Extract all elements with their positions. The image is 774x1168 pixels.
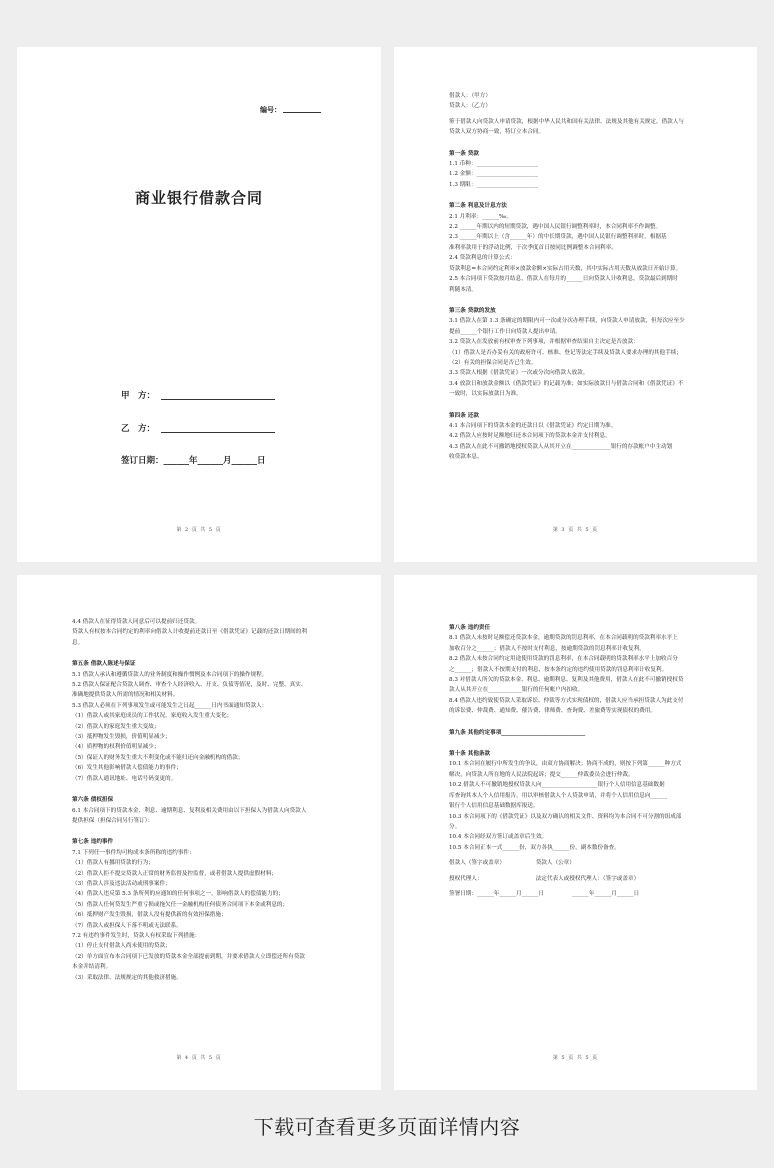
text-line: 分。 (449, 823, 461, 830)
text-line: （5）保证人的财务发生重大不利变化或不能归还向金融机构的借款； (72, 754, 244, 761)
text-line: （2）有关的担保合同是否已生效。 (449, 359, 537, 366)
text-line: 10.5 本合同正本一式______份，双方各执______份，副本数份备查。 (449, 844, 620, 851)
text-line: 贷款人双方协商一致，特订立本合同。 (449, 129, 545, 136)
text-line: （3）借款人涉及违法活动或刑事案件； (72, 880, 171, 887)
text-line: 10.2 借款人不可撤销地授权贷款人向____________________银行个人信用信息基础数据 (449, 782, 665, 789)
text-line: （7）借款人或担保人下落不明或无法联系。 (72, 922, 182, 929)
section-heading: 第七条 违约事件 (72, 839, 114, 846)
text-line: 2.4 贷款利息的计算公式： (449, 255, 516, 262)
text-line: （5）借款人任何贷发生严重亏损或拖欠任一金融机构任何债务合同项下本金或利息的； (72, 901, 289, 908)
paragraph-gap (72, 826, 355, 831)
text-line: （6）抵押财产发生毁损，借款人没有提供新的有效担保措施； (72, 912, 227, 919)
text-line: 签署日期：______年______月______日 ______年______月______日 (449, 890, 640, 897)
text-line: 8.4 借款人违约致使贷款人采取诉讼、仲裁等方式实现债权的，借款人应当承担贷款人为此支付 (449, 697, 684, 704)
paragraph-gap (72, 648, 355, 653)
text-line: 5.2 借款人保证配合贷款人调查、审查个人经济收入、开支、负债等情况，及时、完整、真实、 (72, 682, 307, 689)
text-line: 本金并结清利。 (72, 964, 112, 971)
paragraph-gap (449, 738, 731, 743)
contract-number (260, 105, 321, 115)
text-line: 1.1 币种：______________________ (449, 161, 538, 168)
text-line: 5.1 借款人承认和遵循贷款人的业务制度和操作惯例及本合同项下的操作规程。 (72, 671, 268, 678)
paragraph-gap (72, 784, 355, 789)
party-b-row (121, 422, 275, 434)
text-line: 库查询其本人个人信用报告，用以审核借款人个人贷款申请，并将个人信用信息向______ (449, 792, 668, 799)
contract-title: 商业银行借款合同 (134, 189, 263, 207)
text-line: （4）借款人违反第 5.3 条所列的应通知的任何事项之一，影响借款人的偿债能力的； (72, 891, 284, 898)
text-line: 2.5 本合同项下贷款按月结息，借款人在每月的______日向贷款人计收利息，贷款最后到期时 (449, 276, 678, 283)
text-line: 4.4 借款人在征得贷款人同意后可以提前归还贷款。 (72, 619, 201, 625)
text-line: 3.1 借款人在第 1.3 条确定的期限内可一次或分次办理手续，向贷款人申请放款，但每次应至少 (449, 318, 685, 325)
text-line: 3.2 贷款人在发放前有权审查下列事项，并根据审查结果自主决定是否放款： (449, 339, 639, 346)
text-line: 2.1 月利率：______‰。 (449, 213, 512, 220)
paragraph-gap (449, 138, 731, 143)
text-line: （2）借款人拒不提交贷款人正常的财务监督及控监督，或者借款人提供虚假材料； (72, 870, 277, 877)
text-line: 5.3 借款人必须在下列事项发生或可能发生之日起______日内书面通知贷款人： (72, 702, 268, 709)
contract-number-blank (283, 112, 321, 113)
text-line: 准利率款用于的浮动比例，于次季度首日按同比例调整本合同利率。 (449, 244, 617, 251)
page-number: 第 5 页 共 5 页 (552, 1055, 599, 1061)
text-line: （3）采取法律、法规规定的其他救济措施。 (72, 974, 182, 981)
text-line: 8.2 借款人未按合同约定用途使用贷款的罚息利率，在本合同载明的贷款利率水平上加收百分 (449, 656, 678, 663)
section-heading: 第九条 其他约定事项______________________________ (449, 729, 586, 736)
paragraph-gap (449, 190, 731, 195)
text-line: 10.4 本合同经双方签订或盖章后生效。 (449, 834, 548, 841)
text-line: 准确地提供贷款人所需的情况和相关材料。 (72, 692, 179, 699)
text-line: （2）借款人的家庭发生重大变故； (72, 723, 160, 730)
section-heading: 第二条 利息及计息方法 (449, 203, 507, 210)
text-line: 借款人：（甲方） (449, 93, 491, 99)
text-line: 6.1 本合同项下的贷款本金、利息、逾期利息、复利及相关费用由以下担保人为借款人向贷款人 (72, 807, 307, 814)
text-line: 提前______个银行工作日向贷款人提出申请。 (449, 328, 561, 335)
text-line: 收贷款本息。 (449, 454, 483, 461)
contract-number-label: 编号： (260, 106, 281, 114)
text-line: 借款人（签字或盖章） 贷款人（公章） (449, 860, 575, 867)
contract-cover-page (17, 47, 381, 562)
text-line: 贷款人：（乙方） (449, 103, 491, 110)
text-line: 4.1 本合同项下的贷款本金的还款日以《借款凭证》约定日期为准。 (449, 422, 617, 429)
section-heading: 第八条 违约责任 (449, 625, 491, 631)
text-line: （6）发生其他影响借款人偿债能力的事件； (72, 765, 182, 772)
text-line: 1.2 金额：______________________ (449, 171, 538, 178)
text-line: 8.3 对借款人所欠的贷款本金、利息、逾期利息、复利及其他费用，借款人在此不可撤销授权贷 (449, 677, 684, 684)
sign-date-row: 签订日期：______年______月______日 (121, 456, 266, 466)
contract-page-5 (394, 575, 757, 1090)
page-number: 第 4 页 共 5 页 (176, 1055, 222, 1061)
text-line: 款人从其开立在____________银行的任何帐户内扣收。 (449, 687, 584, 694)
text-line: 2.2 ______年期以内的短期贷款，遇中国人民银行调整利率时，本合同利率不作调整。 (449, 224, 662, 231)
text-line: 7.2 有违约事件发生时，贷款人有权采取下列措施： (72, 932, 201, 939)
party-a-label: 甲 方： (121, 391, 156, 401)
text-line: （1）借款人是否办妥有关的政府许可、核准、登记等法定手续及贷款人要求办理的其他手续； (449, 349, 682, 356)
section-heading: 第五条 借款人陈述与保证 (72, 661, 136, 668)
text-line: 息。 (72, 639, 84, 646)
text-line: 3.4 放款日和放款金额以《借款凭证》的记载为准；如实际放款日与借款合同和《借款凭证》不 (449, 380, 684, 387)
text-line: 4.2 借款人应按时足额地归还本合同项下的贷款本金并支付利息。 (449, 433, 611, 440)
page-body (449, 91, 731, 463)
text-line: 4.3 借款人在此不可撤销地授权贷款人从其开立在______________银行的存款帐户中主动划 (449, 443, 673, 450)
text-line: （2）单方面宣布本合同项下已发放的贷款本金全部提前到期，并要求借款人立即偿还所有贷款 (72, 953, 305, 960)
text-line: 鉴于借款人向贷款人申请贷款，根据中华人民共和国有关法律、法规及其他有关规定，借款人与 (449, 118, 684, 125)
text-line: 提供担保（担保合同另行签订）： (72, 817, 154, 824)
party-b-blank (161, 432, 275, 433)
text-line: 利随本清。 (449, 286, 477, 293)
text-line: 10.1 本合同在履行中所发生的争议，由双方协商解决；协商不成的，则按下列第______种方式 (449, 761, 682, 768)
section-heading: 第十条 其他条款 (449, 751, 491, 758)
section-heading: 第四条 还款 (449, 412, 479, 419)
section-heading: 第六条 债权担保 (72, 797, 114, 804)
party-b-label: 乙 方： (121, 424, 156, 434)
text-line: （1）借款人或其家庭成员的工作状况、家庭收入发生重大变化； (72, 713, 233, 720)
page-body (449, 617, 731, 899)
text-line: 解决，向贷款人所在地的人民法院起诉；提交______仲裁委员会进行仲裁。 (449, 771, 634, 778)
party-a-blank (161, 399, 275, 400)
text-line: 2.3 ______年期以上（含______年）的中长期贷款，遇中国人民银行调整利率时，根据基 (449, 234, 667, 241)
text-line: 贷款人有权按本合同约定的利率向借款人计收提前还款日至《借款凭证》记载的还款日期间的利 (72, 629, 307, 636)
text-line: 一致时，以实际放款日为准。 (449, 391, 522, 398)
download-hint: 下载可查看更多页面详情内容 (253, 1115, 521, 1139)
text-line: 授权代理人： 法定代表人或授权代理人：（签字或盖章） (449, 875, 640, 882)
contract-page-3 (394, 47, 757, 562)
section-heading: 第三条 贷款的发放 (449, 307, 496, 314)
paragraph-gap (449, 400, 731, 405)
text-line: 10.3 本合同项下的《借款凭证》以及双方确认的相关文件、资料均为本合同不可分割的组成部 (449, 813, 682, 820)
page-number: 第 2 页 共 5 页 (176, 527, 222, 533)
text-line: 贷款利息=本合同约定利率×放款金额×实际占用天数，其中实际占用天数从放款日开始计算。 (449, 265, 682, 272)
page-number: 第 3 页 共 5 页 (552, 527, 599, 533)
section-heading: 第一条 贷款 (449, 150, 479, 157)
text-line: 7.1 下列任一事件均可构成本条所称的违约事件： (72, 849, 195, 856)
text-line: （1）借款人有挪用贷款的行为； (72, 860, 154, 867)
contract-page-4 (17, 575, 381, 1090)
text-line: 1.3 期限：______________________ (449, 181, 538, 188)
text-line: 3.3 贷款人根据《借款凭证》一次或分次向借款人放款。 (449, 370, 589, 377)
page-body (72, 617, 355, 983)
paragraph-gap (449, 717, 731, 722)
text-line: （1）停止支付借款人尚未使用的贷款； (72, 943, 171, 950)
text-line: 的诉讼费、仲裁费、通知费、催告费、律师费、查询费、差旅费等实现债权的费用。 (449, 708, 656, 715)
text-line: 8.1 借款人未按时足额偿还贷款本金，逾期贷款的罚息利率，在本合同载明的贷款利率水平上 (449, 635, 678, 642)
paragraph-gap (449, 295, 731, 300)
text-line: （4）质押物的权利价值明显减少； (72, 744, 160, 751)
party-a-row (121, 389, 275, 401)
text-line: 之______；借款人不按期支付的利息，按本条约定的违约使用贷款的罚息利率计收复利。 (449, 666, 668, 673)
text-line: 加收百分之______；借款人不按时支付利息，按逾期贷款的罚息利率计收复利。 (449, 645, 645, 652)
text-line: 银行个人信用信息基础数据库报送。 (449, 803, 539, 810)
text-line: （3）抵押物发生毁损，价值明显减少； (72, 734, 171, 741)
text-line: （7）借款人通讯地址、电话号码变更的。 (72, 775, 177, 782)
